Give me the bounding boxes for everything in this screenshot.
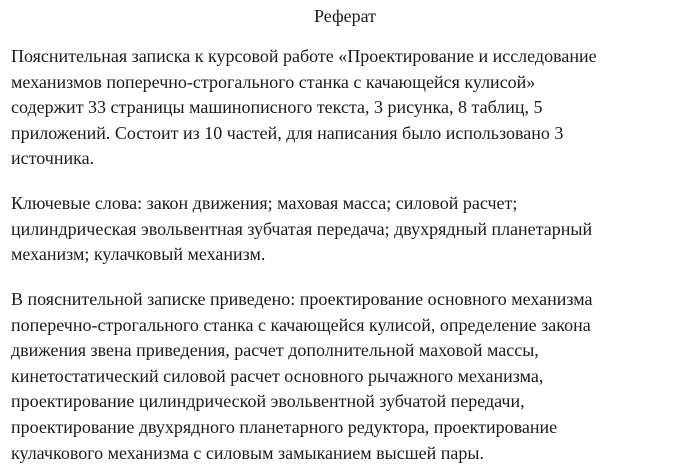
text-line: кулачкового механизма с силовым замыканием высшей пары. (11, 442, 484, 463)
text-line: Ключевые слова: закон движения; маховая масса; силовой расчет; (11, 193, 518, 213)
keywords-paragraph (11, 191, 676, 268)
text-line: проектирование двухрядного планетарного редуктора, проектирование (11, 416, 558, 437)
text-line: поперечно-строгального станка с качающейся кулисой, определение закона (11, 314, 591, 335)
text-line: проектирование цилиндрической эвольвентной зубчатой передачи, (11, 391, 525, 412)
text-line: В пояснительной записке приведено: проектирование основного механизма (11, 289, 593, 309)
text-line: приложений. Состоит из 10 частей, для написания было использовано 3 (11, 122, 564, 143)
text-line: содержит 33 страницы машинописного текста, 3 рисунка, 8 таблиц, 5 (11, 97, 543, 118)
summary-paragraph (11, 44, 676, 172)
text-line: механизм; кулачковый механизм. (11, 244, 266, 265)
page-title: Реферат (313, 6, 377, 26)
text-line: движения звена приведения, расчет дополнительной маховой массы, (11, 340, 539, 361)
text-line: источника. (11, 148, 95, 169)
text-line: Пояснительная записка к курсовой работе «Проектирование и исследование (11, 46, 597, 66)
text-line: цилиндрическая эвольвентная зубчатая передача; двухрядный планетарный (11, 218, 593, 239)
text-line: механизмов поперечно-строгального станка с качающейся кулисой» (11, 71, 536, 92)
contents-paragraph (11, 287, 676, 466)
text-line: кинетостатический силовой расчет основного рычажного механизма, (11, 365, 544, 386)
